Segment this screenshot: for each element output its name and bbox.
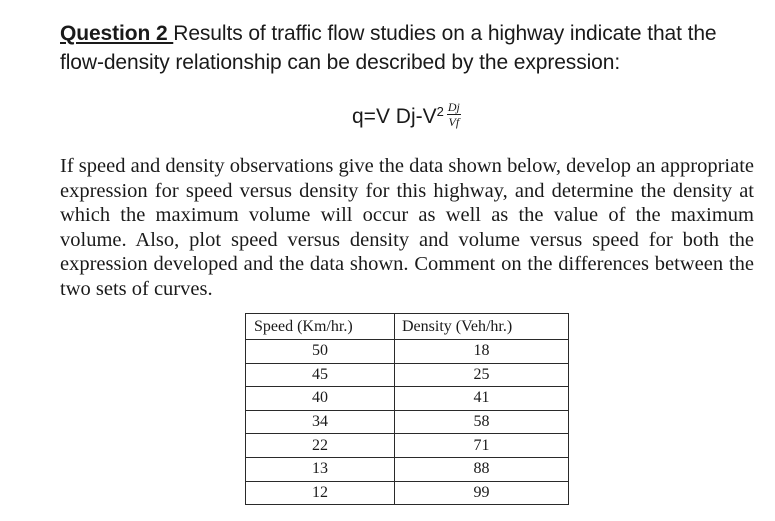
table-row [246,363,569,387]
speed-cell: 34 [246,410,395,434]
formula-fraction-denominator: Vf [448,114,460,129]
density-cell: 25 [395,363,569,387]
table-row [246,434,569,458]
speed-cell: 22 [246,434,395,458]
formula-lhs: q=V Dj-V [352,105,437,128]
speed-cell: 45 [246,363,395,387]
speed-cell: 12 [246,481,395,505]
density-cell: 18 [395,340,569,364]
density-cell: 71 [395,434,569,458]
speed-cell: 40 [246,387,395,411]
formula-fraction-numerator: Dj [447,99,460,114]
table-row [246,387,569,411]
speed-cell: 50 [246,340,395,364]
table-row [246,340,569,364]
density-cell: 58 [395,410,569,434]
table-row [246,457,569,481]
flow-density-formula [352,99,461,131]
header-density: Density (Veh/hr.) [395,314,569,340]
formula-exponent: 2 [436,104,444,119]
question-intro-text: Results of traffic flow studies on a highway indicate that the flow-density relationship can be described by the expression: [60,22,717,74]
density-cell: 99 [395,481,569,505]
speed-density-table [245,313,569,505]
question-body: If speed and density observations give the data shown below, develop an appropriate expression for speed versus density for this highway, and determine the density at which the maximum volume will occur as well as the value of the maximum volume. Also, plot speed versus density and volume versus speed for both the expression developed and the data shown. Comment on the differences between the two sets of curves. [60,155,754,300]
question-intro [60,19,760,77]
speed-cell: 13 [246,457,395,481]
density-cell: 88 [395,457,569,481]
table-row [246,410,569,434]
table-header-row [246,314,569,340]
formula-fraction [447,101,461,128]
header-speed: Speed (Km/hr.) [246,314,395,340]
question-label: Question 2 [60,22,174,45]
table-row [246,481,569,505]
density-cell: 41 [395,387,569,411]
